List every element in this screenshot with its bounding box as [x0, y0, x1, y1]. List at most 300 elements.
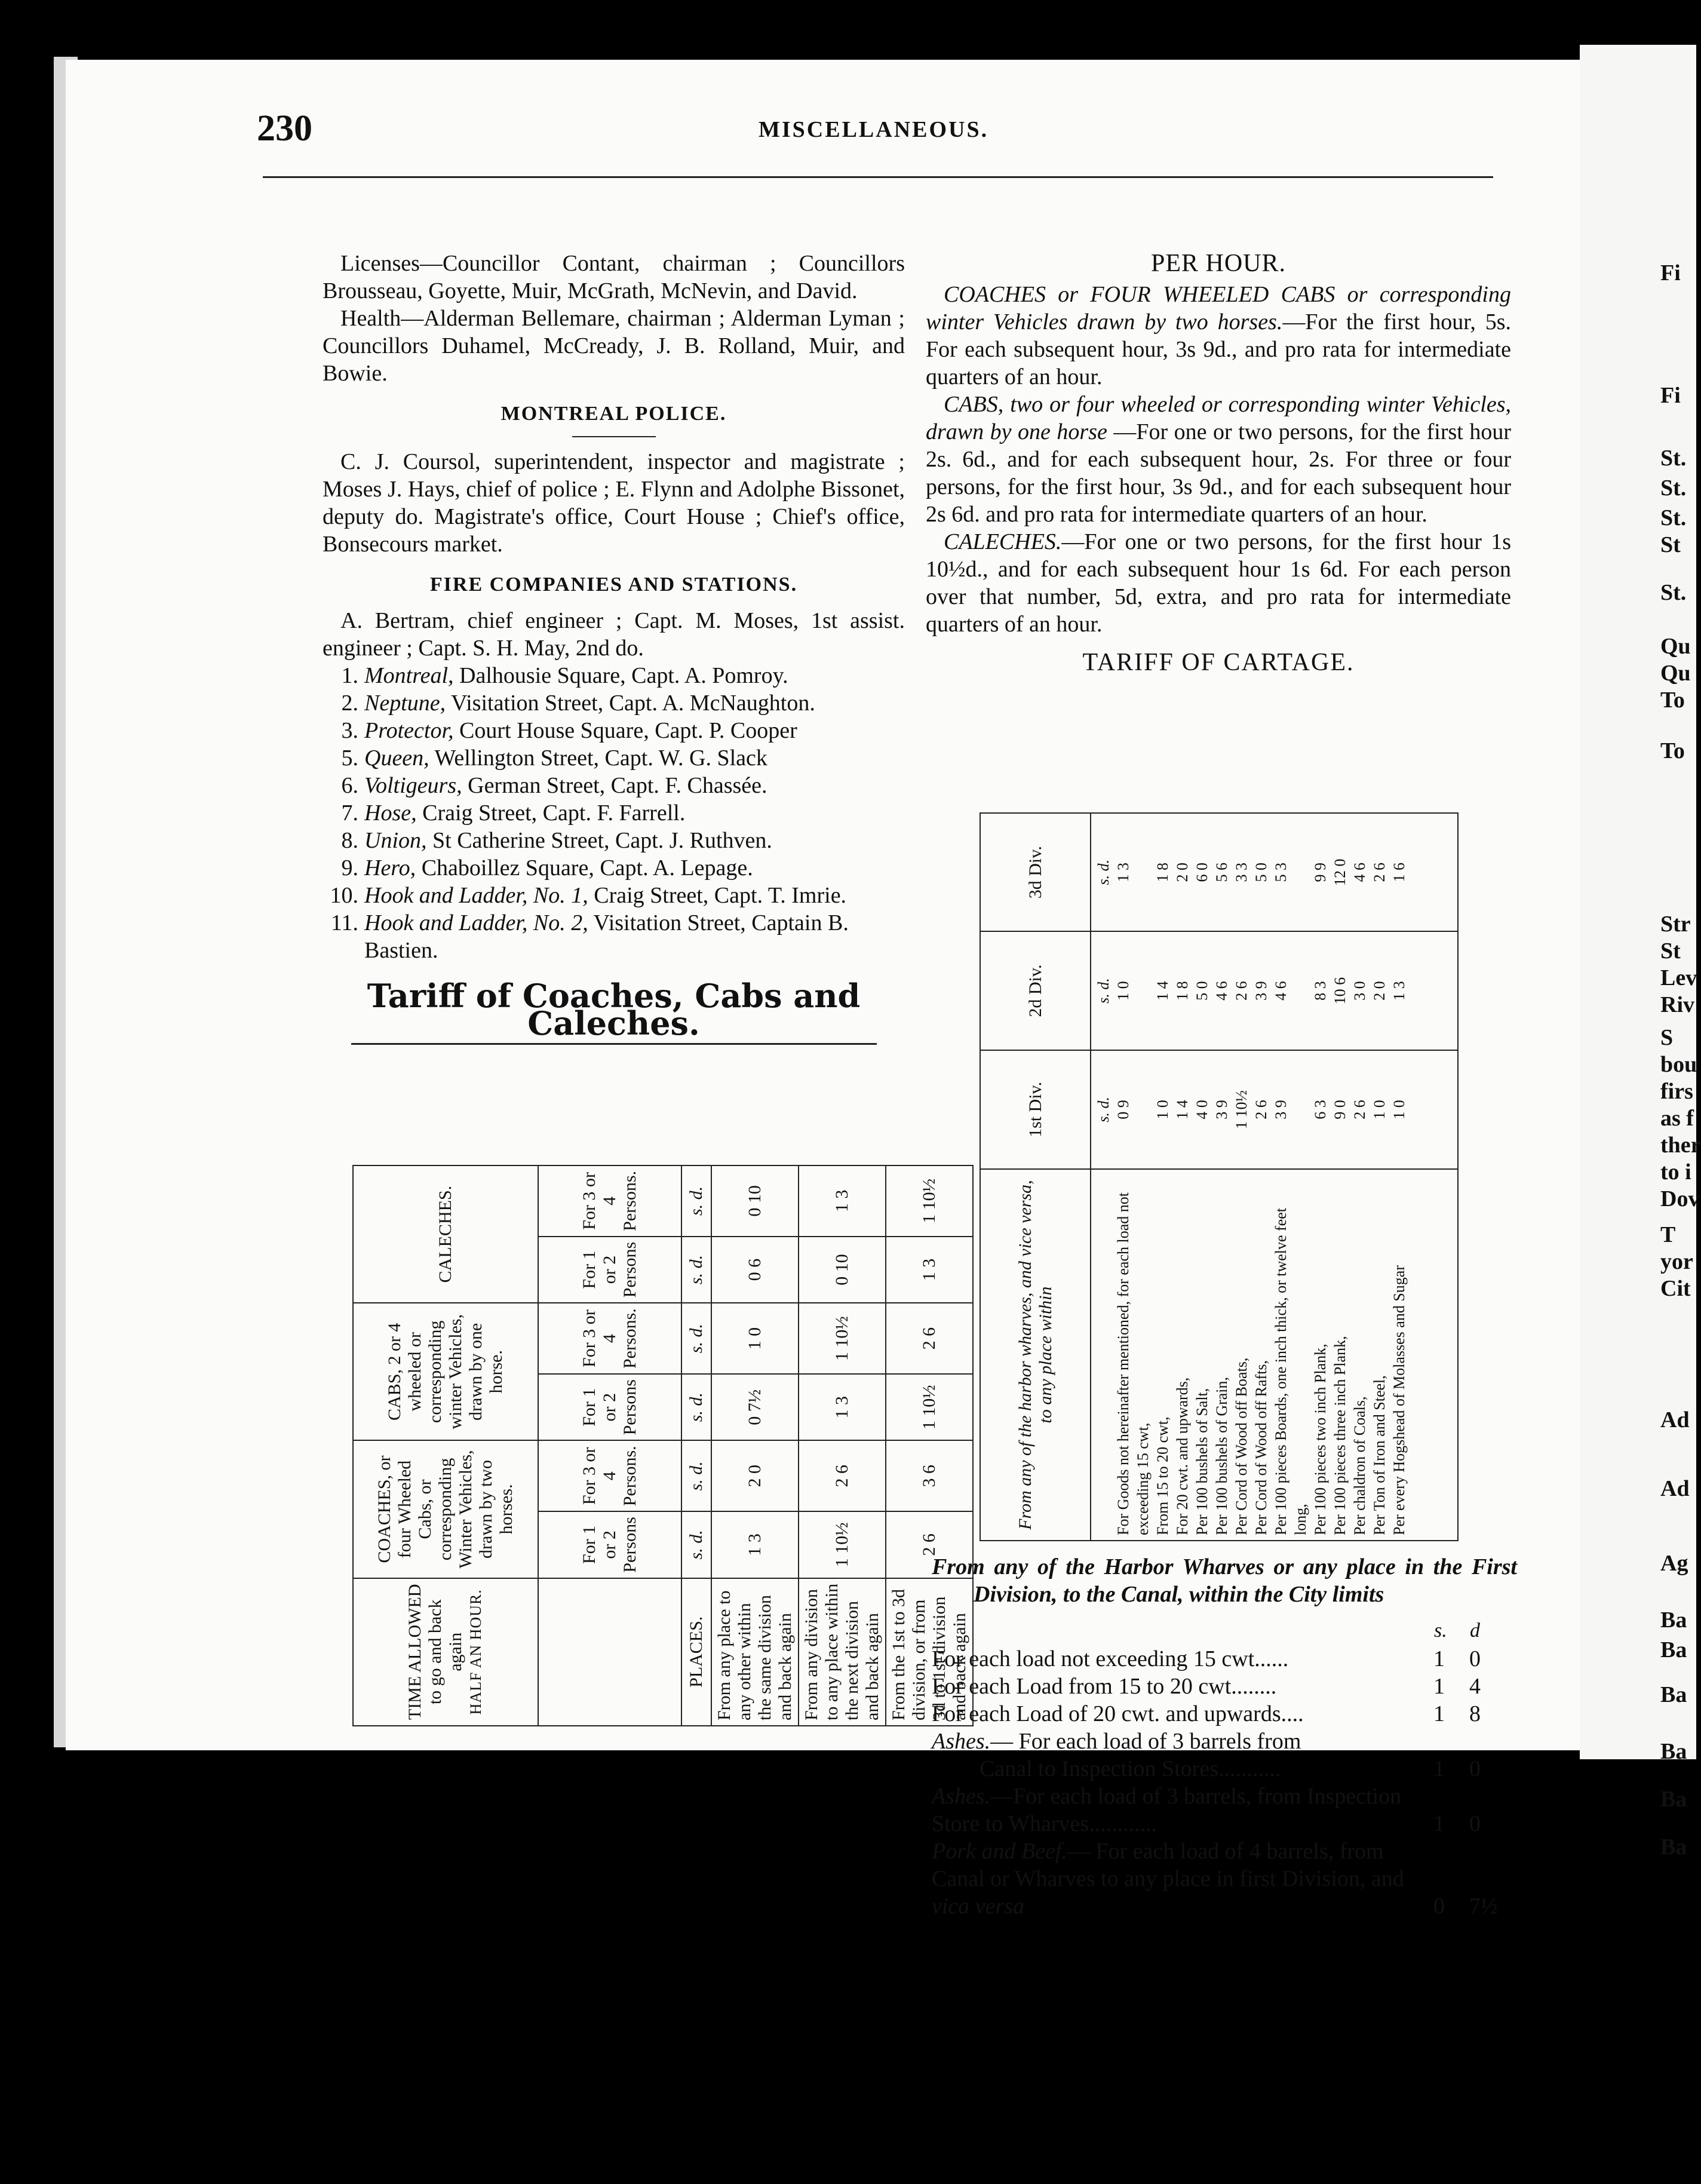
fare-cell — [886, 1165, 973, 1237]
cartage-goods-item: For 20 cwt. and upwards, — [1174, 1377, 1191, 1535]
rate-shillings: 3 — [1351, 992, 1368, 1001]
unit-cell — [681, 1374, 711, 1440]
rate-pence: 6 — [1371, 862, 1388, 870]
rate-shillings: 9 — [1331, 1111, 1349, 1119]
cartage-values-col — [1091, 931, 1458, 1050]
canal-label-header — [932, 1616, 1433, 1645]
facing-text: St — [1660, 938, 1681, 964]
facing-page-edge — [1580, 45, 1701, 1860]
rate-shillings: 1 — [1174, 992, 1191, 1001]
cartage-goods-item: Per 100 bushels of Grain, — [1213, 1376, 1230, 1535]
rate-shillings: 1 — [1154, 874, 1171, 882]
facing-text: Ba — [1660, 1682, 1687, 1707]
unit-d: d. — [686, 1324, 706, 1338]
fare-shillings: 1 — [919, 1214, 939, 1223]
canal-rate-label — [932, 1838, 1433, 1920]
rate-shillings: 2 — [1252, 1111, 1270, 1119]
rate-shillings: 3 — [1252, 992, 1270, 1001]
rate-pence: 10½ — [1233, 1090, 1250, 1118]
cartage-rate — [1310, 1056, 1330, 1164]
per-hour-title: PER HOUR. — [1150, 250, 1287, 277]
coach-tariff-row — [799, 1165, 886, 1726]
cartage-rate — [1153, 1056, 1172, 1164]
persons-header: For 1 or 2 Persons — [538, 1374, 681, 1440]
cartage-rate — [1232, 1056, 1251, 1164]
cartage-goods-item: Per Cord of Wood off Rafts, — [1252, 1360, 1270, 1535]
cartage-rate — [1389, 937, 1409, 1044]
unit-cell — [1094, 818, 1113, 926]
rate-pence: 0 — [1193, 862, 1211, 870]
company-name: Hook and Ladder, No. 2, — [364, 910, 588, 935]
fare-cell — [799, 1165, 886, 1237]
facing-text: Ba — [1660, 1835, 1687, 1860]
caleches-per-hour-head: CALECHES. — [944, 529, 1062, 554]
company-location: Wellington Street, Capt. W. G. Slack — [429, 746, 767, 771]
company-location: Dalhousie Square, Capt. A. Pomroy. — [453, 663, 788, 688]
rate-pence: 0 — [1390, 1100, 1408, 1108]
canal-rate-row — [932, 1728, 1505, 1783]
unit-cell — [1094, 937, 1113, 1044]
company-location: St Catherine Street, Capt. J. Ruthven. — [426, 828, 772, 853]
cartage-values-col — [1091, 813, 1458, 931]
division-label: 1st Div. — [1025, 1081, 1045, 1137]
fare-pence: 6 — [919, 1465, 939, 1474]
cartage-rate — [1370, 1056, 1389, 1164]
company-name: Hero, — [364, 855, 416, 881]
rate-shillings: 6 — [1312, 1111, 1329, 1119]
fare-cell — [886, 1374, 973, 1440]
fare-cell — [799, 1374, 886, 1440]
facing-text: Dov — [1660, 1186, 1700, 1211]
rate-pence: 6 — [1351, 862, 1368, 870]
cartage-rate — [1232, 818, 1251, 926]
cartage-rate — [1153, 818, 1172, 926]
cartage-rate — [1350, 818, 1370, 926]
cabs-per-hour-head: CABS, two or four wheeled or corresponding winter Vehicles, drawn by one horse — [926, 392, 1511, 444]
cartage-rate — [1271, 1056, 1310, 1164]
caleches-per-hour — [926, 528, 1511, 638]
rate-pence: 0 — [1154, 1100, 1171, 1108]
cartage-rate — [1310, 937, 1330, 1044]
facing-text: as f — [1660, 1106, 1694, 1131]
facing-text: yor — [1660, 1249, 1693, 1274]
cartage-rate — [1310, 818, 1330, 926]
canal-rate-prefix: Ashes. — [932, 1784, 991, 1809]
unit-cell — [681, 1440, 711, 1511]
company-number: 9. — [341, 855, 358, 881]
cartage-rate — [1370, 818, 1389, 926]
facing-text: Ba — [1660, 1608, 1687, 1633]
fire-company — [323, 854, 905, 882]
rate-shillings: 4 — [1193, 1111, 1211, 1119]
cartage-rate — [1370, 937, 1389, 1044]
unit-cell — [681, 1165, 711, 1237]
unit-d: d. — [1095, 1097, 1112, 1109]
coach-tariff-row — [711, 1165, 799, 1726]
canal-rate-text: — For each load of 3 barrels from — [990, 1729, 1301, 1754]
company-location: Visitation Street, Capt. A. McNaughton. — [446, 691, 815, 716]
cartage-rate — [1271, 937, 1310, 1044]
rate-shillings: 5 — [1193, 992, 1211, 1001]
company-number: 1. — [341, 663, 358, 688]
fare-pence: 3 — [919, 1258, 939, 1268]
canal-rate-pence: 7½ — [1469, 1894, 1498, 1919]
fare-pence: 3 — [832, 1395, 852, 1405]
company-number: 6. — [341, 773, 358, 798]
fare-shillings: 0 — [745, 1416, 764, 1425]
canal-rate-pence: 0 — [1469, 1646, 1481, 1671]
rate-pence: 9 — [1213, 1100, 1230, 1108]
rate-pence: 0 — [1252, 862, 1270, 870]
unit-d: d. — [686, 1461, 706, 1475]
rate-pence: 0 — [1114, 981, 1132, 989]
fare-shillings: 1 — [832, 1558, 852, 1568]
fire-company — [323, 772, 905, 799]
police-text: C. J. Coursol, superintendent, inspector and magistrate ; Moses J. Hays, chief of police ; E. Flynn and Adolphe Bissonet, deputy do. Magistrate's office, Court House ; Chief's office, Bonsecours market. — [323, 449, 905, 557]
fire-company — [323, 689, 905, 717]
fare-shillings: 0 — [745, 1272, 764, 1281]
cartage-rate — [1330, 1056, 1350, 1164]
fire-company-list — [323, 662, 905, 964]
company-name: Union, — [364, 828, 427, 853]
fire-company — [323, 662, 905, 689]
cartage-rate — [1212, 818, 1232, 926]
persons-header: For 1 or 2 Persons — [538, 1511, 681, 1578]
canal-rate-text: For each load not exceeding 15 cwt...... — [932, 1646, 1289, 1671]
rate-pence: 9 — [1312, 862, 1329, 870]
persons-header: For 3 or 4 Persons. — [538, 1440, 681, 1511]
rate-shillings: 1 — [1154, 1111, 1171, 1119]
unit-d: d. — [1095, 978, 1112, 990]
fare-pence: 6 — [745, 1258, 764, 1268]
cabs-per-hour-text: —For one or two persons, for the first hour 2s. 6d., and for each subsequent hour, 2s. For three or four persons, for the first hour, 3s 9d., and for each subsequent hour 2s 6d. and pro rata for intermediate quarters of an hour. — [926, 419, 1511, 527]
company-name: Protector, — [364, 718, 454, 743]
coach-tariff-table-frame — [352, 1165, 969, 1726]
fare-shillings: 0 — [745, 1207, 764, 1217]
cartage-rate — [1251, 937, 1271, 1044]
facing-text: Str — [1660, 912, 1691, 937]
rate-shillings: 5 — [1213, 874, 1230, 882]
fare-cell — [886, 1440, 973, 1511]
fare-shillings: 2 — [919, 1547, 939, 1556]
cartage-rate — [1330, 818, 1350, 926]
unit-s: s. — [686, 1410, 706, 1422]
cartage-from-header: From any of the harbor wharves, and vice versa, to any place within — [980, 1169, 1091, 1541]
rate-pence: 6 — [1331, 977, 1349, 985]
company-name: Montreal, — [364, 663, 454, 688]
rate-pence: 3 — [1390, 981, 1408, 989]
fare-shillings: 1 — [919, 1421, 939, 1430]
facing-text: Qu — [1660, 634, 1691, 659]
canal-rate-pence: 0 — [1469, 1811, 1481, 1836]
rate-shillings: 2 — [1351, 1111, 1368, 1119]
fare-pence: 10½ — [832, 1316, 852, 1348]
fare-cell — [799, 1511, 886, 1578]
cartage-rate — [1271, 818, 1310, 926]
canal-rate-pence: 8 — [1469, 1701, 1481, 1726]
fare-shillings: 2 — [919, 1341, 939, 1350]
division-label: 2d Div. — [1025, 964, 1045, 1017]
facing-text: firs — [1660, 1079, 1693, 1104]
section-rule — [572, 436, 656, 437]
rate-pence: 6 — [1252, 1100, 1270, 1108]
canal-rate-label — [932, 1673, 1433, 1700]
facing-text: Cit — [1660, 1276, 1691, 1301]
rate-shillings: 1 — [1371, 1111, 1388, 1119]
canal-rate-row — [932, 1700, 1505, 1728]
rate-pence: 0 — [1331, 1100, 1349, 1108]
fire-company — [323, 717, 905, 744]
rate-shillings: 5 — [1272, 874, 1289, 882]
fare-pence: 0 — [745, 1465, 764, 1474]
unit-s: s. — [1095, 993, 1112, 1004]
cartage-rate — [1389, 1056, 1409, 1164]
fare-shillings: 1 — [832, 1203, 852, 1213]
rate-shillings: 4 — [1351, 874, 1368, 882]
rate-shillings: 6 — [1193, 874, 1211, 882]
canal-rate-continuation: vica versa — [932, 1894, 1025, 1919]
company-location: Court House Square, Capt. P. Cooper — [453, 718, 797, 743]
persons-header: For 3 or 4 Persons. — [538, 1303, 681, 1374]
cartage-rate — [1212, 937, 1232, 1044]
cartage-goods-item: Per 100 pieces Boards, one inch thick, or twelve feet long, — [1272, 1208, 1309, 1535]
unit-s: s. — [1434, 1619, 1447, 1642]
cartage-goods-item: Per every Hogshead of Molasses and Sugar — [1390, 1265, 1408, 1535]
coaches-group-header: COACHES, or four Wheeled Cabs, or corresponding Winter Vehicles, drawn by two horses. — [353, 1440, 538, 1578]
fire-intro: A. Bertram, chief engineer ; Capt. M. Moses, 1st assist. engineer ; Capt. S. H. May, 2nd do. — [323, 608, 905, 661]
cartage-goods-item: For Goods not hereinafter mentioned, for each load not exceeding 15 cwt, — [1114, 1192, 1152, 1535]
rate-pence: 6 — [1390, 862, 1408, 870]
cartage-rate — [1212, 1056, 1232, 1164]
rate-shillings: 1 — [1174, 1111, 1191, 1119]
canal-rate-row — [932, 1783, 1505, 1838]
fare-pence: 3 — [745, 1533, 764, 1543]
cartage-rate — [1389, 818, 1409, 926]
rate-shillings: 2 — [1174, 874, 1191, 882]
canal-rate-label — [932, 1700, 1433, 1728]
facing-text: To — [1660, 688, 1685, 713]
fare-cell — [711, 1237, 799, 1303]
fare-cell — [711, 1303, 799, 1374]
rate-pence: 6 — [1213, 862, 1230, 870]
fire-company — [323, 882, 905, 909]
company-location: Craig Street, Capt. F. Farrell. — [416, 800, 686, 826]
fare-cell — [799, 1440, 886, 1511]
spacer-cell — [538, 1578, 681, 1726]
rate-pence: 0 — [1371, 1100, 1388, 1108]
cartage-goods-item: Per 100 pieces two inch Plank, — [1312, 1343, 1329, 1535]
rate-shillings: 1 — [1114, 874, 1132, 882]
company-location: Craig Street, Capt. T. Imrie. — [588, 883, 847, 908]
canal-rate-row — [932, 1645, 1505, 1673]
unit-cell — [1094, 1056, 1113, 1164]
time-allowed-header — [353, 1578, 538, 1726]
canal-rate-pence: 0 — [1469, 1756, 1481, 1781]
canal-rate-shillings: 0 — [1433, 1894, 1445, 1919]
page-number: 230 — [257, 108, 312, 149]
fare-shillings: 2 — [832, 1478, 852, 1487]
rate-pence: 8 — [1174, 981, 1191, 989]
canal-rate-text: For each Load of 20 cwt. and upwards.... — [932, 1701, 1304, 1726]
canal-rate-label — [932, 1728, 1433, 1783]
cartage-rate — [1251, 818, 1271, 926]
facing-text: Ad — [1660, 1476, 1690, 1501]
fare-pence: 10 — [745, 1185, 764, 1204]
canal-rate-shillings: 1 — [1433, 1811, 1445, 1836]
company-number: 7. — [341, 800, 358, 826]
canal-section — [932, 1553, 1517, 1920]
canal-rate-row — [932, 1673, 1505, 1700]
company-number: 10. — [330, 883, 358, 908]
cartage-table — [980, 812, 1459, 1541]
fare-pence: 7½ — [745, 1389, 764, 1412]
canal-heading: From any of the Harbor Wharves or any place in the First Division, to the Canal, within the City limits — [932, 1554, 1517, 1607]
unit-d: d. — [1095, 859, 1112, 872]
unit-d: d. — [686, 1254, 706, 1269]
caleches-per-hour-text: —For one or two persons, for the first hour 1s 10½d., and for each subsequent hour 1s 6d. For each person over that number, 5d, extra, and pro rata for intermediate quarters of an hour. — [926, 529, 1511, 637]
facing-text: To — [1660, 738, 1685, 763]
facing-text: S — [1660, 1025, 1674, 1050]
police-title: MONTREAL POLICE. — [501, 403, 727, 425]
cartage-goods-item: Per Ton of Iron and Steel, — [1371, 1375, 1388, 1535]
canal-rate-continuation: Canal to Inspection Stores........... — [980, 1756, 1281, 1781]
cartage-rate — [1113, 818, 1153, 926]
rate-pence: 3 — [1272, 862, 1289, 870]
cartage-table-frame — [980, 812, 1457, 1541]
canal-rate-text: — For each load of 4 barrels, from Canal or Wharves to any place in first Division, and — [932, 1839, 1404, 1891]
facing-text: Ba — [1660, 1787, 1687, 1812]
facing-text: Ag — [1660, 1551, 1688, 1576]
cartage-unit-spacer — [1094, 1174, 1113, 1535]
rate-pence: 0 — [1193, 981, 1211, 989]
facing-text: Ba — [1660, 1739, 1687, 1764]
rate-pence: 6 — [1213, 981, 1230, 989]
cartage-title: TARIFF OF CARTAGE. — [1082, 649, 1355, 676]
rate-shillings: 3 — [1213, 1111, 1230, 1119]
rate-shillings: 1 — [1390, 1111, 1408, 1119]
unit-s: s. — [1095, 875, 1112, 885]
canal-rate-label — [932, 1783, 1433, 1838]
facing-text: ther — [1660, 1133, 1701, 1158]
company-number: 5. — [341, 746, 358, 771]
canal-rate-label — [932, 1645, 1433, 1673]
fare-pence: 10½ — [832, 1522, 852, 1554]
cartage-rate — [1192, 937, 1212, 1044]
fare-shillings: 2 — [745, 1478, 764, 1487]
canal-rate-prefix: Pork and Beef. — [932, 1839, 1067, 1864]
canal-rates-table — [932, 1616, 1505, 1920]
cartage-rate — [1350, 937, 1370, 1044]
fare-cell — [886, 1303, 973, 1374]
fare-pence: 3 — [832, 1189, 852, 1199]
company-location: Chaboillez Square, Capt. A. Lepage. — [416, 855, 753, 881]
rate-pence: 9 — [1114, 1100, 1132, 1108]
unit-s: s. — [1095, 1112, 1112, 1122]
rate-pence: 0 — [1351, 981, 1368, 989]
fare-pence: 6 — [919, 1327, 939, 1336]
rate-shillings: 1 — [1233, 1121, 1250, 1129]
coaches-per-hour-text: —For the first hour, 5s. For each subsequent hour, 3s 9d., and pro rata for intermediate quarters of an hour. — [926, 309, 1511, 389]
cartage-goods-item: Per 100 bushels of Salt, — [1193, 1388, 1211, 1535]
rate-pence: 0 — [1174, 862, 1191, 870]
cartage-rate — [1350, 1056, 1370, 1164]
fare-shillings: 1 — [745, 1341, 764, 1350]
fire-company — [323, 744, 905, 772]
canal-rate-text: —For each load of 3 barrels, from Inspection Store to Wharves............ — [932, 1784, 1402, 1836]
fare-cell — [711, 1165, 799, 1237]
canal-rate-shillings: 1 — [1433, 1701, 1445, 1726]
facing-text: St. — [1660, 505, 1687, 530]
company-name: Queen, — [364, 746, 429, 771]
places-header: PLACES. — [686, 1616, 706, 1688]
coaches-per-hour-head: COACHES or FOUR WHEELED CABS or corresponding winter Vehicles drawn by two horses. — [926, 282, 1511, 335]
facing-text: Lev — [1660, 965, 1697, 990]
licenses-committee: Licenses—Councillor Contant, chairman ; Councillors Brousseau, Goyette, Muir, McGrath, McNevin, and David. — [323, 251, 905, 303]
rate-pence: 6 — [1272, 981, 1289, 989]
cartage-rate — [1113, 1056, 1153, 1164]
company-location: German Street, Capt. F. Chassée. — [462, 773, 767, 798]
coach-tariff-title: Tariff of Coaches, Cabs and Caleches. — [367, 977, 861, 1042]
fare-cell — [799, 1237, 886, 1303]
unit-cell — [681, 1511, 711, 1578]
company-location: Visitation Street, Captain B. Bastien. — [364, 910, 849, 963]
rate-shillings: 5 — [1252, 874, 1270, 882]
fare-pence: 6 — [919, 1533, 939, 1543]
company-name: Voltigeurs, — [364, 773, 462, 798]
time-allowed-text: TIME ALLOWED to go and back again — [405, 1584, 465, 1720]
cartage-rate — [1113, 937, 1153, 1044]
fare-shillings: 1 — [745, 1547, 764, 1556]
caleches-group-header: CALECHES. — [353, 1165, 538, 1303]
unit-s: s. — [686, 1479, 706, 1491]
fare-pence: 10 — [832, 1254, 852, 1272]
fare-pence: 6 — [832, 1465, 852, 1474]
rate-pence: 4 — [1154, 981, 1171, 989]
coach-tariff-table — [352, 1165, 974, 1726]
rate-pence: 0 — [1371, 981, 1388, 989]
right-column — [926, 250, 1511, 688]
division-header — [980, 1050, 1091, 1169]
rate-pence: 6 — [1351, 1100, 1368, 1108]
place-cell: From any division to any place within the next division and back again — [799, 1578, 886, 1726]
header-rule — [263, 176, 1493, 178]
rate-pence: 0 — [1193, 1100, 1211, 1108]
facing-text: Ba — [1660, 1637, 1687, 1662]
facing-text: Riv — [1660, 992, 1694, 1017]
facing-text: Fi — [1660, 383, 1681, 408]
unit-cell — [681, 1303, 711, 1374]
persons-header: For 3 or 4 Persons. — [538, 1165, 681, 1237]
facing-text: Ad — [1660, 1407, 1690, 1433]
cartage-goods-item: Per Cord of Wood off Boats, — [1233, 1357, 1250, 1535]
unit-s: s. — [686, 1342, 706, 1354]
cartage-rate — [1232, 937, 1251, 1044]
unit-d: d. — [686, 1530, 706, 1544]
facing-text: bou — [1660, 1052, 1697, 1077]
facing-text: St. — [1660, 580, 1687, 605]
fare-cell — [711, 1511, 799, 1578]
division-label: 3d Div. — [1025, 846, 1045, 899]
cartage-rate — [1330, 937, 1350, 1044]
company-name: Neptune, — [364, 691, 446, 716]
fare-pence: 10½ — [919, 1178, 939, 1210]
canal-rate-shillings: 1 — [1433, 1674, 1445, 1699]
unit-d: d. — [686, 1186, 706, 1200]
company-number: 3. — [341, 718, 358, 743]
facing-text: Qu — [1660, 661, 1691, 686]
rate-shillings: 2 — [1371, 874, 1388, 882]
fare-cell — [886, 1237, 973, 1303]
